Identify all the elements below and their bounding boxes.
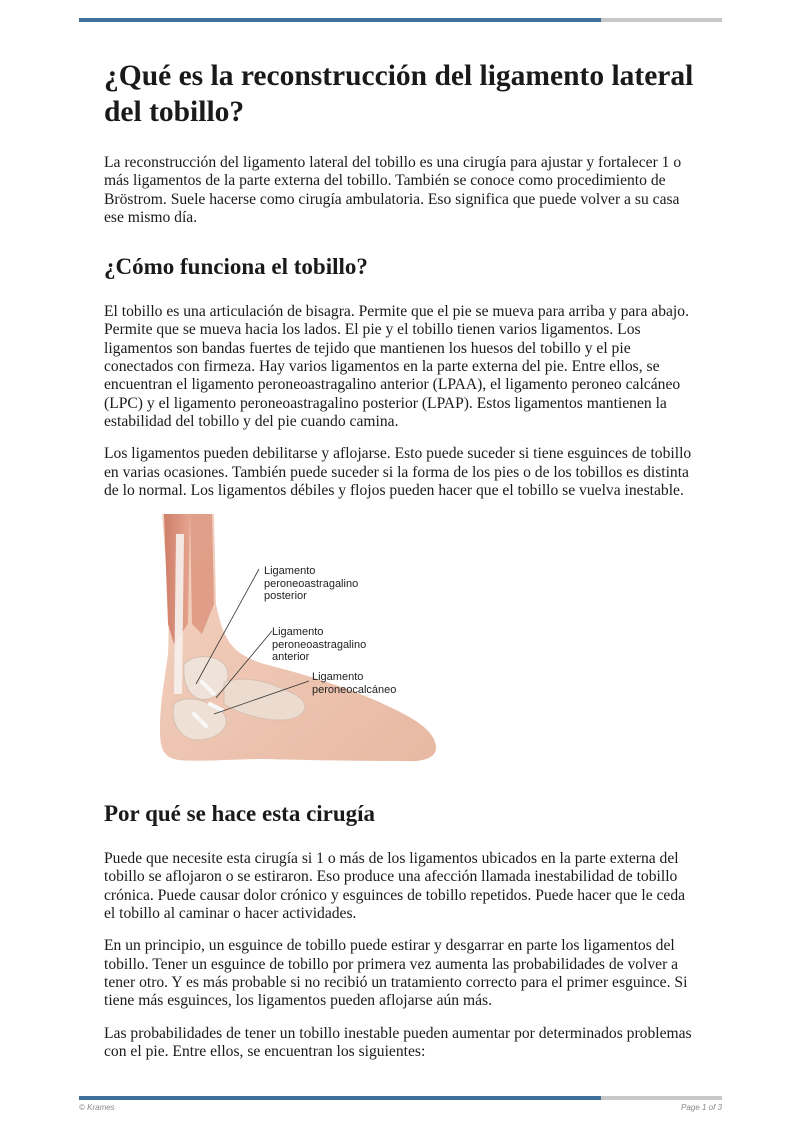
- document-body: [104, 58, 696, 1061]
- intro-paragraph: La reconstrucción del ligamento lateral del tobillo es una cirugía para ajustar y fortalecer 1 o más ligamentos de la parte externa del tobillo. También se conoce como procedimiento de Bröstrom. Suele hacerse como cirugía ambulatoria. Eso significa que puede volver a su casa ese mismo día.: [104, 154, 682, 226]
- section-heading-ankle: ¿Cómo funciona el tobillo?: [104, 254, 368, 280]
- ankle-ligament-illustration: [154, 514, 454, 774]
- ankle-paragraph-1: El tobillo es una articulación de bisagra. Permite que el pie se mueva para arriba y para abajo. Permite que se mueva hacia los lados. El pie y el tobillo tienen varios ligamentos. Los ligamentos son bandas fuertes de tejido que mantienen los huesos del tobillo y el pie conectados con firmeza. Hay varios ligamentos en la parte externa del pie. Entre ellos, se encuentran el ligamento peroneoastragalino anterior (LPAA), el ligamento peroneo calcáneo (LPC) y el ligamento peroneoastragalino posterior (LPAP). Estos ligamentos mantienen la estabilidad del tobillo y del pie cuando camina.: [104, 303, 689, 430]
- why-paragraph-1: Puede que necesite esta cirugía si 1 o más de los ligamentos ubicados en la parte externa del tobillo se aflojaron o se estiraron. Eso produce una afección llamada inestabilidad de tobillo crónica. Puede causar dolor crónico y esguinces de tobillo repetidos. Puede hacer que le ceda el tobillo al caminar o hacer actividades.: [104, 850, 686, 923]
- top-progress-bar: [79, 18, 722, 22]
- footer-copyright: © Krames: [79, 1103, 115, 1112]
- footer-progress-bar: [79, 1096, 722, 1100]
- why-paragraph-2: En un principio, un esguince de tobillo puede estirar y desgarrar en parte los ligamentos del tobillo. Tener un esguince de tobillo por primera vez aumenta las probabilidades de volver a tener otro. Y es más probable si no recibió un tratamiento correcto para el primer esguince. Si tiene más esguinces, los ligamentos pueden aflojarse aún más.: [104, 937, 688, 1010]
- label-anterior-ligament: Ligamento peroneoastragalino anterior: [272, 626, 367, 664]
- label-calcaneofibular-ligament: Ligamento peroneocalcáneo: [312, 671, 397, 696]
- page-title: ¿Qué es la reconstrucción del ligamento lateral del tobillo?: [104, 60, 694, 128]
- why-paragraph-3: Las probabilidades de tener un tobillo inestable pueden aumentar por determinados problemas con el pie. Entre ellos, se encuentran los siguientes:: [104, 1024, 692, 1060]
- label-posterior-ligament: Ligamento peroneoastragalino posterior: [264, 565, 359, 603]
- footer-page-number: Page 1 of 3: [681, 1103, 722, 1112]
- ankle-paragraph-2: Los ligamentos pueden debilitarse y aflojarse. Esto puede suceder si tiene esguinces de tobillo en varias ocasiones. También puede suceder si la forma de los pies o de los tobillos es distinta de lo normal. Los ligamentos débiles y flojos pueden hacer que el tobillo se vuelva inestable.: [104, 445, 692, 499]
- section-heading-why: Por qué se hace esta cirugía: [104, 801, 376, 827]
